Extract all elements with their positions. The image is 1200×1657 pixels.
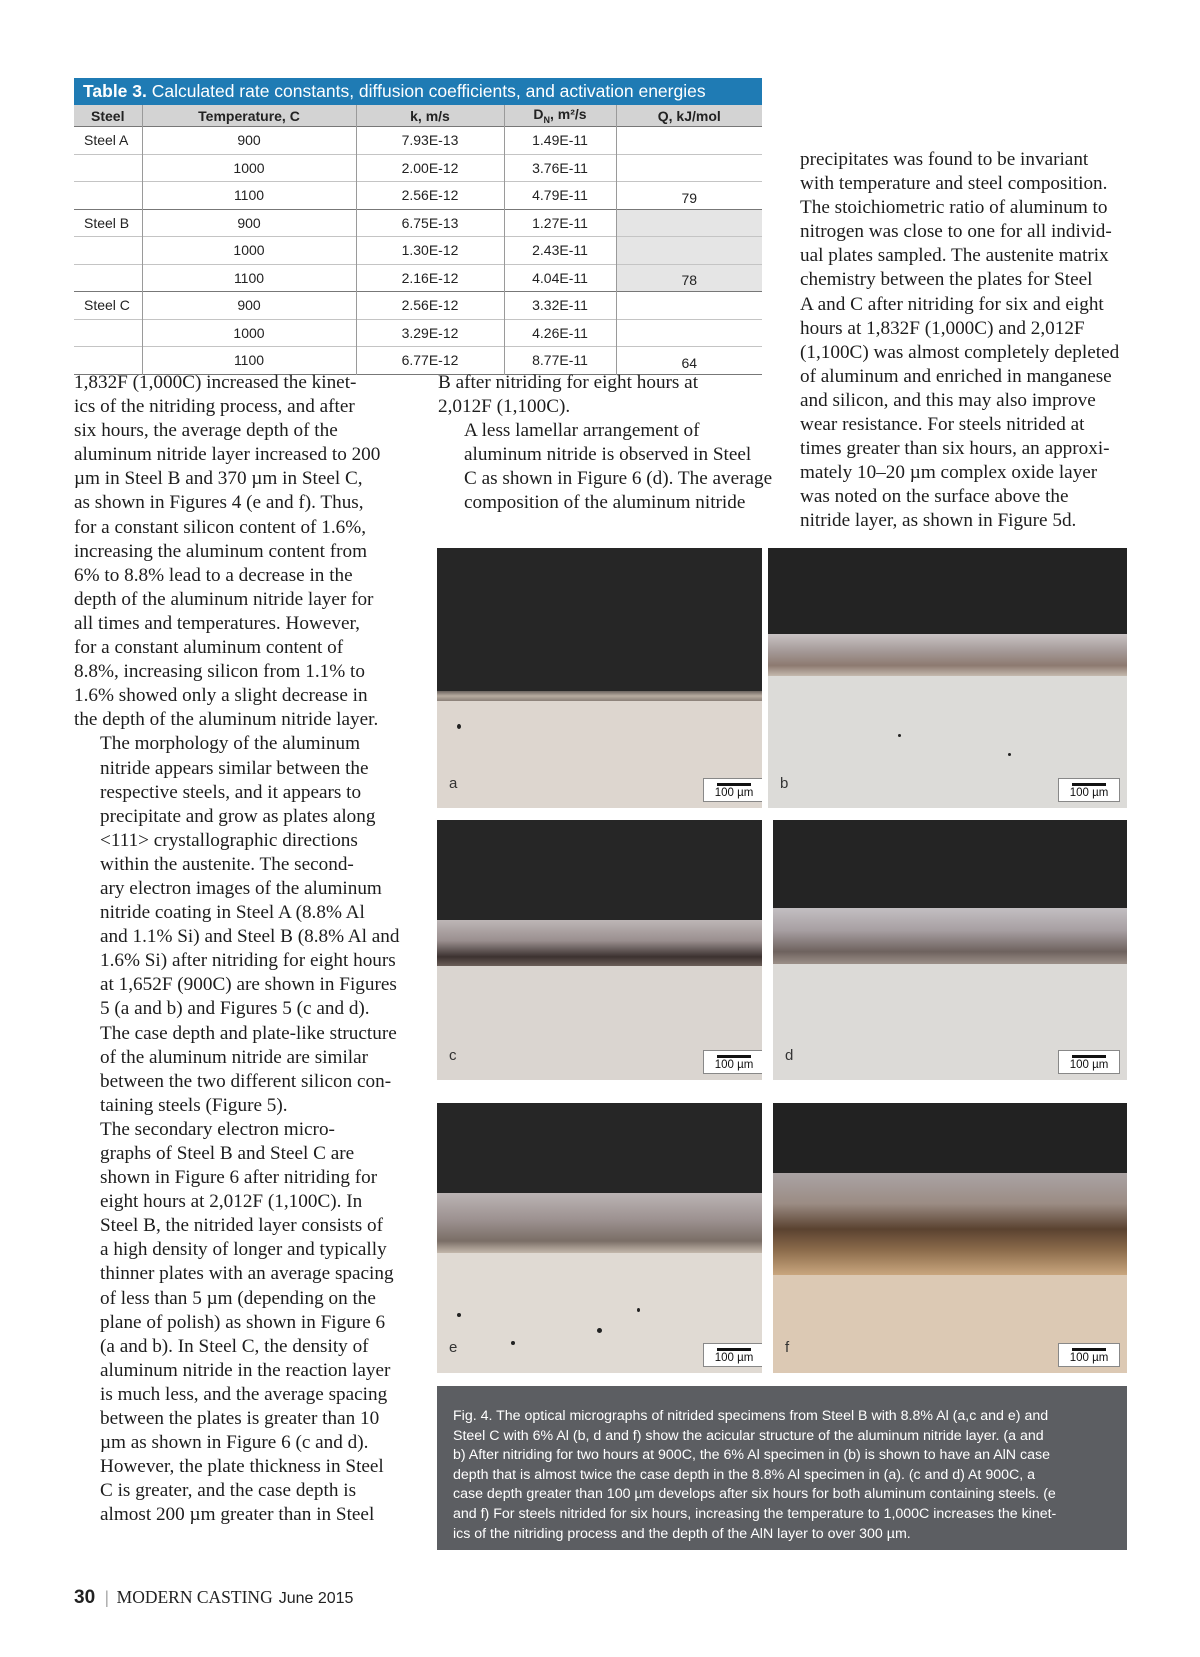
scale-bar-label: 100 µm xyxy=(1069,1059,1109,1071)
paragraph xyxy=(438,371,768,419)
figure-4 xyxy=(437,548,1127,1550)
cell-k: 2.16E-12 xyxy=(356,264,504,292)
cell-temperature: 1000 xyxy=(142,154,356,182)
page-number: 30 xyxy=(74,1587,96,1608)
scale-bar xyxy=(703,1050,762,1074)
table-3 xyxy=(74,78,762,375)
text-line: nitride layer, as shown in Figure 5d. xyxy=(800,510,1077,532)
text-line: between the two different silicon con- xyxy=(100,1070,392,1092)
scale-bar xyxy=(703,1343,762,1367)
cell-k: 2.56E-12 xyxy=(356,182,504,210)
paragraph xyxy=(74,1118,404,1528)
table-header-row xyxy=(74,105,762,127)
cell-steel xyxy=(74,237,142,265)
cell-temperature: 1000 xyxy=(142,237,356,265)
text-line: shown in Figure 6 after nitriding for xyxy=(100,1167,378,1189)
text-line: A less lamellar arrangement of xyxy=(464,420,700,442)
text-line: (1,100C) was almost completely depleted xyxy=(800,341,1120,363)
text-line: aluminum nitride layer increased to 200 xyxy=(74,444,381,466)
text-line: all times and temperatures. However, xyxy=(74,612,360,634)
text-line: 6% to 8.8% lead to a decrease in the xyxy=(74,564,353,586)
cell-dn: 3.32E-11 xyxy=(504,292,616,320)
header-dn xyxy=(504,105,616,127)
text-line: of less than 5 µm (depending on the xyxy=(100,1287,376,1309)
text-line: depth that is almost twice the case depth in the 8.8% Al specimen in (a). (c and d) At 900C, a xyxy=(453,1466,1036,1483)
text-line: with temperature and steel composition. xyxy=(800,173,1108,195)
text-line: is much less, and the average spacing xyxy=(100,1383,388,1405)
table-row xyxy=(74,319,762,347)
body-column-3 xyxy=(800,148,1130,534)
text-line: Steel B, the nitrided layer consists of xyxy=(100,1215,383,1237)
cell-k: 7.93E-13 xyxy=(356,127,504,155)
cell-q: 64 xyxy=(616,347,762,375)
cell-k: 1.30E-12 xyxy=(356,237,504,265)
cell-temperature: 1100 xyxy=(142,347,356,375)
cell-dn: 8.77E-11 xyxy=(504,347,616,375)
table-row xyxy=(74,127,762,155)
panel-label: e xyxy=(449,1339,458,1356)
text-line: ual plates sampled. The austenite matrix xyxy=(800,245,1109,267)
text-line: at 1,652F (900C) are shown in Figures xyxy=(100,974,397,996)
cell-q xyxy=(616,237,762,265)
micrograph-d xyxy=(773,820,1127,1080)
cell-q xyxy=(616,154,762,182)
text-line: 8.8%, increasing silicon from 1.1% to xyxy=(74,661,365,683)
text-line: case depth greater than 100 µm develops after six hours for both aluminum containing steels. (e xyxy=(453,1486,1056,1503)
text-line: and silicon, and this may also improve xyxy=(800,389,1096,411)
scale-bar-label: 100 µm xyxy=(1069,787,1109,799)
text-line: precipitates was found to be invariant xyxy=(800,149,1089,170)
footer-separator: | xyxy=(105,1587,109,1607)
text-line: (a and b). In Steel C, the density of xyxy=(100,1335,369,1357)
cell-dn: 4.04E-11 xyxy=(504,264,616,292)
scale-bar-label: 100 µm xyxy=(714,787,754,799)
scale-bar xyxy=(703,778,762,802)
text-line: However, the plate thickness in Steel xyxy=(100,1456,384,1478)
text-line: was noted on the surface above the xyxy=(800,486,1069,508)
text-line: ics of the nitriding process, and after xyxy=(74,396,355,418)
cell-dn: 4.79E-11 xyxy=(504,182,616,210)
paragraph xyxy=(438,419,773,515)
text-line: increasing the aluminum content from xyxy=(74,540,368,562)
header-steel: Steel xyxy=(74,105,142,127)
text-line: between the plates is greater than 10 xyxy=(100,1408,380,1430)
paragraph xyxy=(74,371,404,732)
text-line: Fig. 4. The optical micrographs of nitrided specimens from Steel B with 8.8% Al (a,c and e) and xyxy=(453,1408,1049,1424)
header-dn-symbol: D xyxy=(533,106,544,123)
cell-steel: Steel A xyxy=(74,127,142,155)
cell-q: 78 xyxy=(616,264,762,292)
text-line: as shown in Figures 4 (e and f). Thus, xyxy=(74,492,364,514)
text-line: <111> crystallographic directions xyxy=(100,829,358,851)
text-line: eight hours at 2,012F (1,100C). In xyxy=(100,1191,363,1213)
text-line: 1,832F (1,000C) increased the kinet- xyxy=(74,372,357,393)
figure-caption xyxy=(437,1386,1127,1550)
text-line: a high density of longer and typically xyxy=(100,1239,387,1261)
text-line: nitrogen was close to one for all individ- xyxy=(800,221,1112,243)
text-line: hours at 1,832F (1,000C) and 2,012F xyxy=(800,317,1085,339)
text-line: precipitate and grow as plates along xyxy=(100,805,376,827)
micrograph-b xyxy=(768,548,1127,808)
micrograph-f xyxy=(773,1103,1127,1373)
table-row xyxy=(74,264,762,292)
text-line: Steel C with 6% Al (b, d and f) show the acicular structure of the aluminum nitride layer. (a and xyxy=(453,1427,1044,1444)
cell-dn: 2.43E-11 xyxy=(504,237,616,265)
cell-k: 3.29E-12 xyxy=(356,319,504,347)
table-body xyxy=(74,127,762,375)
table-row xyxy=(74,347,762,375)
text-line: respective steels, and it appears to xyxy=(100,781,362,803)
cell-steel xyxy=(74,154,142,182)
cell-temperature: 900 xyxy=(142,127,356,155)
cell-k: 6.77E-12 xyxy=(356,347,504,375)
panel-label: a xyxy=(449,775,458,792)
text-line: for a constant aluminum content of xyxy=(74,637,344,659)
cell-q xyxy=(616,292,762,320)
scale-bar xyxy=(1058,1343,1120,1367)
cell-steel xyxy=(74,264,142,292)
cell-dn: 3.76E-11 xyxy=(504,154,616,182)
text-line: within the austenite. The second- xyxy=(100,853,354,875)
text-line: aluminum nitride is observed in Steel xyxy=(464,444,752,466)
cell-q xyxy=(616,319,762,347)
text-line: composition of the aluminum nitride xyxy=(464,492,746,514)
text-line: depth of the aluminum nitride layer for xyxy=(74,588,374,610)
text-line: 1.6% showed only a slight decrease in xyxy=(74,685,368,707)
cell-temperature: 900 xyxy=(142,292,356,320)
table-caption-label: Table 3. xyxy=(83,81,147,101)
paragraph xyxy=(74,732,404,1118)
text-line: thinner plates with an average spacing xyxy=(100,1263,394,1285)
text-line: The morphology of the aluminum xyxy=(100,733,361,755)
issue-date: June 2015 xyxy=(278,1590,354,1607)
table-row xyxy=(74,154,762,182)
cell-steel xyxy=(74,347,142,375)
text-line: almost 200 µm greater than in Steel xyxy=(100,1504,375,1526)
text-line: b) After nitriding for two hours at 900C, the 6% Al specimen in (b) is shown to have an AlN case xyxy=(453,1447,1050,1464)
text-line: C as shown in Figure 6 (d). The average xyxy=(464,468,773,490)
page-footer xyxy=(74,1587,353,1609)
cell-temperature: 1100 xyxy=(142,182,356,210)
panel-label: c xyxy=(449,1047,457,1064)
body-column-2 xyxy=(438,371,773,516)
table-row xyxy=(74,292,762,320)
header-temperature: Temperature, C xyxy=(142,105,356,127)
text-line: plane of polish) as shown in Figure 6 xyxy=(100,1311,386,1333)
table-caption xyxy=(74,78,762,105)
text-line: for a constant silicon content of 1.6%, xyxy=(74,516,367,538)
text-line: The case depth and plate-like structure xyxy=(100,1022,397,1044)
panel-label: d xyxy=(785,1047,794,1064)
text-line: graphs of Steel B and Steel C are xyxy=(100,1143,355,1164)
text-line: The secondary electron micro- xyxy=(100,1118,335,1140)
cell-temperature: 900 xyxy=(142,209,356,237)
scale-bar-label: 100 µm xyxy=(1069,1352,1109,1364)
header-q: Q, kJ/mol xyxy=(616,105,762,127)
cell-steel xyxy=(74,182,142,210)
text-line: A and C after nitriding for six and eight xyxy=(800,293,1104,315)
text-line: ary electron images of the aluminum xyxy=(100,877,382,899)
scale-bar-label: 100 µm xyxy=(714,1059,754,1071)
text-line: µm in Steel B and 370 µm in Steel C, xyxy=(74,468,363,490)
scale-bar-label: 100 µm xyxy=(714,1352,754,1364)
cell-k: 2.00E-12 xyxy=(356,154,504,182)
header-dn-subscript: N xyxy=(543,114,551,125)
panel-label: f xyxy=(785,1339,790,1356)
text-line: six hours, the average depth of the xyxy=(74,420,338,442)
text-line: C is greater, and the case depth is xyxy=(100,1480,357,1502)
scale-bar xyxy=(1058,1050,1120,1074)
cell-q xyxy=(616,209,762,237)
text-line: The stoichiometric ratio of aluminum to xyxy=(800,197,1108,219)
data-table xyxy=(74,105,762,375)
text-line: taining steels (Figure 5). xyxy=(100,1094,288,1116)
text-line: 5 (a and b) and Figures 5 (c and d). xyxy=(100,998,370,1020)
table-caption-text: Calculated rate constants, diffusion coefficients, and activation energies xyxy=(146,81,706,101)
cell-dn: 1.27E-11 xyxy=(504,209,616,237)
micrograph-a xyxy=(437,548,762,808)
text-line: times greater than six hours, an approxi- xyxy=(800,438,1110,460)
text-line: and 1.1% Si) and Steel B (8.8% Al and xyxy=(100,926,400,948)
text-line: B after nitriding for eight hours at xyxy=(438,372,699,393)
cell-k: 2.56E-12 xyxy=(356,292,504,320)
paragraph xyxy=(800,148,1130,534)
cell-steel: Steel B xyxy=(74,209,142,237)
cell-temperature: 1100 xyxy=(142,264,356,292)
table-row xyxy=(74,209,762,237)
text-line: nitride appears similar between the xyxy=(100,757,369,779)
body-column-1 xyxy=(74,371,404,1528)
cell-dn: 1.49E-11 xyxy=(504,127,616,155)
panel-label: b xyxy=(780,775,789,792)
cell-dn: 4.26E-11 xyxy=(504,319,616,347)
text-line: the depth of the aluminum nitride layer. xyxy=(74,709,379,731)
cell-q: 79 xyxy=(616,182,762,210)
text-line: aluminum nitride in the reaction layer xyxy=(100,1359,391,1381)
text-line: µm as shown in Figure 6 (c and d). xyxy=(100,1432,369,1454)
cell-q xyxy=(616,127,762,155)
header-dn-unit: , m²/s xyxy=(550,106,587,123)
scale-bar xyxy=(1058,778,1120,802)
magazine-name: MODERN CASTING xyxy=(116,1587,273,1607)
header-k: k, m/s xyxy=(356,105,504,127)
text-line: 2,012F (1,100C). xyxy=(438,396,571,418)
cell-steel: Steel C xyxy=(74,292,142,320)
micrograph-e xyxy=(437,1103,762,1373)
text-line: of the aluminum nitride are similar xyxy=(100,1046,369,1068)
text-line: wear resistance. For steels nitrided at xyxy=(800,414,1085,436)
micrograph-c xyxy=(437,820,762,1080)
cell-temperature: 1000 xyxy=(142,319,356,347)
text-line: nitride coating in Steel A (8.8% Al xyxy=(100,902,365,924)
text-line: 1.6% Si) after nitriding for eight hours xyxy=(100,950,396,972)
text-line: mately 10–20 µm complex oxide layer xyxy=(800,462,1098,484)
text-line: of aluminum and enriched in manganese xyxy=(800,365,1112,387)
cell-steel xyxy=(74,319,142,347)
text-line: chemistry between the plates for Steel xyxy=(800,269,1093,291)
table-row xyxy=(74,237,762,265)
text-line: ics of the nitriding process and the depth of the AlN layer to over 300 µm. xyxy=(453,1525,911,1542)
table-row xyxy=(74,182,762,210)
cell-k: 6.75E-13 xyxy=(356,209,504,237)
text-line: and f) For steels nitrided for six hours, increasing the temperature to 1,000C increases the kinet- xyxy=(453,1505,1057,1522)
